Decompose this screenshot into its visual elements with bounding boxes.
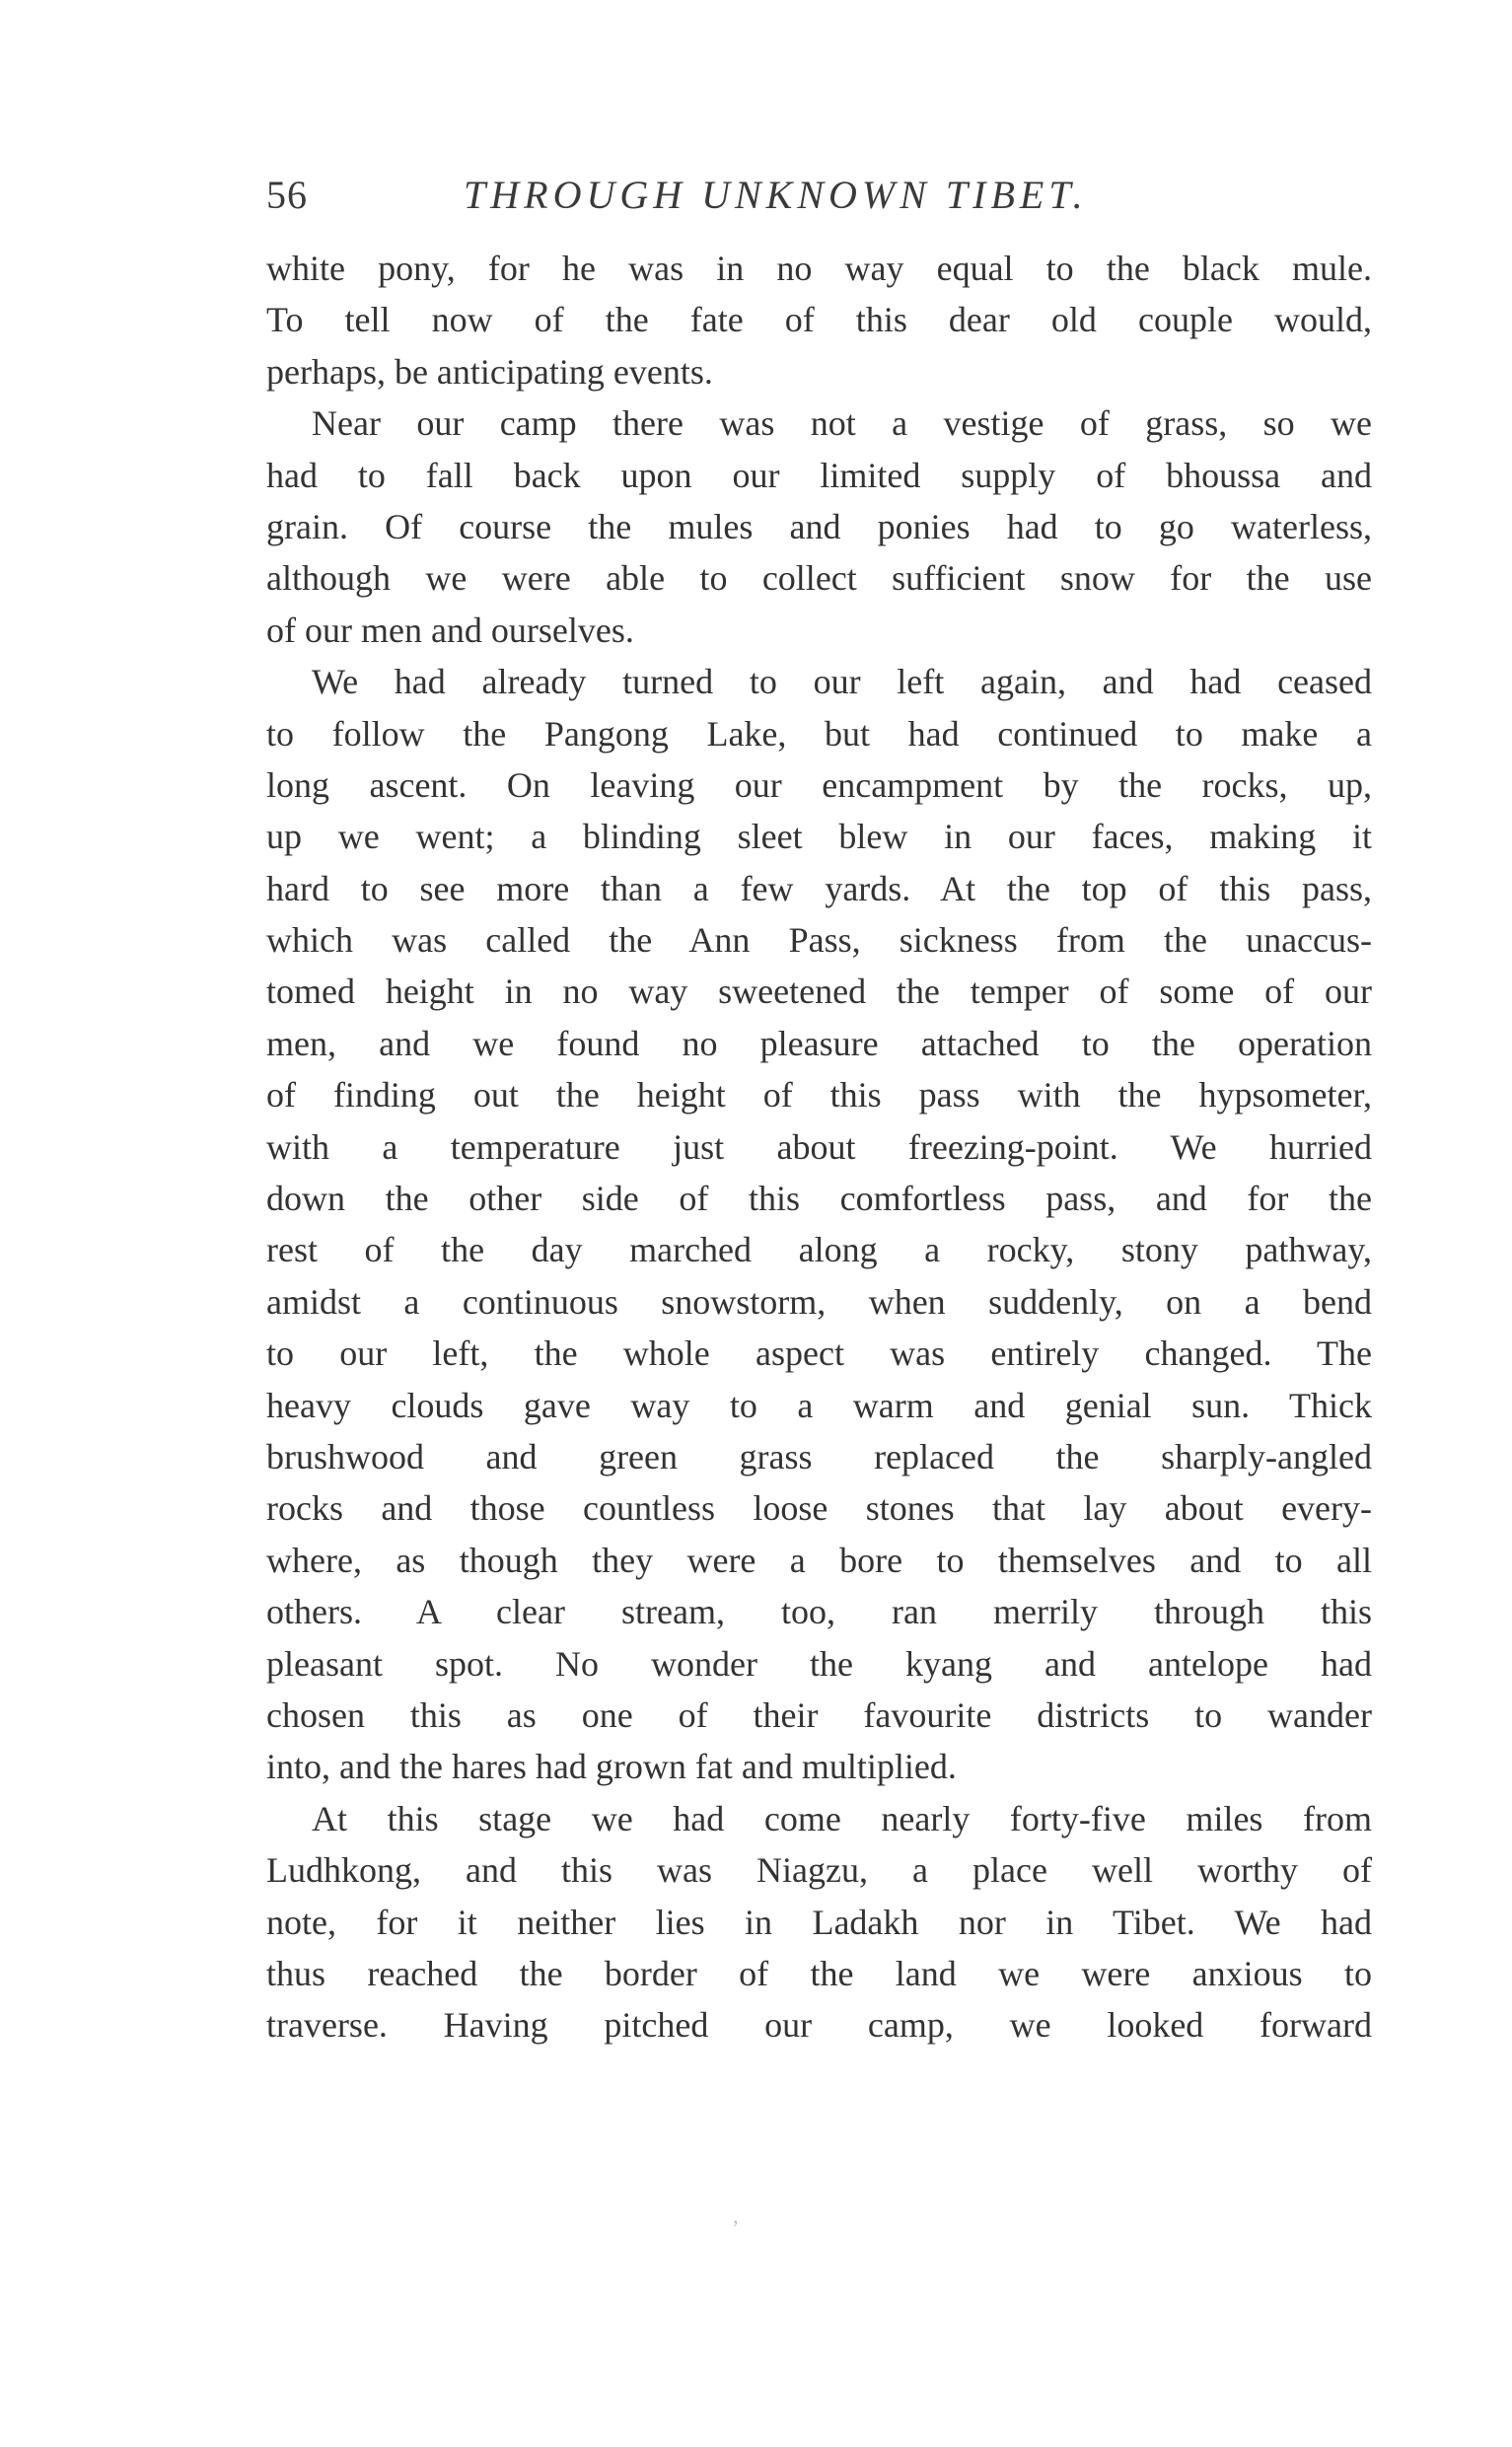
text-line: pleasant spot. No wonder the kyang and antelope had [266,1643,1372,1684]
text-line: chosen this as one of their favourite districts to wander [266,1694,1372,1735]
text-line: rocks and those countless loose stones that lay about every- [266,1488,1372,1529]
text-line: grain. Of course the mules and ponies had to go waterless, [266,506,1372,546]
text-line: to our left, the whole aspect was entirely changed. The [266,1333,1372,1374]
text-line: long ascent. On leaving our encampment by the rocks, up, [266,764,1372,805]
text-line: men, and we found no pleasure attached to the operation [266,1023,1372,1063]
text-line: At this stage we had come nearly forty-five miles from [312,1798,1372,1838]
text-line: thus reached the border of the land we were anxious to [266,1953,1372,1993]
text-line: hard to see more than a few yards. At the top of this pass, [266,868,1372,908]
text-line: into, and the hares had grown fat and multiplied. [266,1747,957,1787]
text-line: up we went; a blinding sleet blew in our faces, making it [266,817,1372,857]
text-line: amidst a continuous snowstorm, when suddenly, on a bend [266,1281,1372,1322]
text-line: white pony, for he was in no way equal to the black mule. [266,249,1372,288]
running-title: THROUGH UNKNOWN TIBET. [464,173,1088,217]
footer-mark: ’ [732,2215,740,2240]
text-line: where, as though they were a bore to themselves and to all [266,1540,1372,1580]
text-line: to follow the Pangong Lake, but had continued to make a [266,713,1372,754]
text-line: with a temperature just about freezing-point. We hurried [266,1126,1372,1167]
text-line: down the other side of this comfortless pass, and for the [266,1179,1372,1219]
text-line: rest of the day marched along a rocky, stony pathway, [266,1230,1372,1270]
text-line: although we were able to collect sufficient snow for the use [266,558,1372,599]
text-line: perhaps, be anticipating events. [266,351,713,392]
text-line: of our men and ourselves. [266,610,634,650]
text-line: We had already turned to our left again, and had ceased [312,662,1372,702]
text-line: Ludhkong, and this was Niagzu, a place well worthy of [266,1850,1372,1891]
page-number: 56 [266,173,308,217]
body-text [266,243,1372,2051]
text-line: had to fall back upon our limited supply of bhoussa and [266,455,1372,495]
text-line: tomed height in no way sweetened the temper of some of our [266,972,1372,1012]
text-line: heavy clouds gave way to a warm and genial sun. Thick [266,1385,1372,1425]
text-line: note, for it neither lies in Ladakh nor in Tibet. We had [266,1902,1372,1942]
running-head [266,166,1371,225]
text-line: which was called the Ann Pass, sickness from the unaccus- [266,920,1372,961]
text-line: others. A clear stream, too, ran merrily through this [266,1592,1372,1632]
text-line: Near our camp there was not a vestige of grass, so we [312,403,1372,444]
text-line: brushwood and green grass replaced the sharply-angled [266,1436,1372,1476]
text-line: traverse. Having pitched our camp, we looked forward [266,2005,1372,2046]
text-line: of finding out the height of this pass with the hypsometer, [266,1075,1372,1116]
text-line: To tell now of the fate of this dear old couple would, [266,300,1372,340]
